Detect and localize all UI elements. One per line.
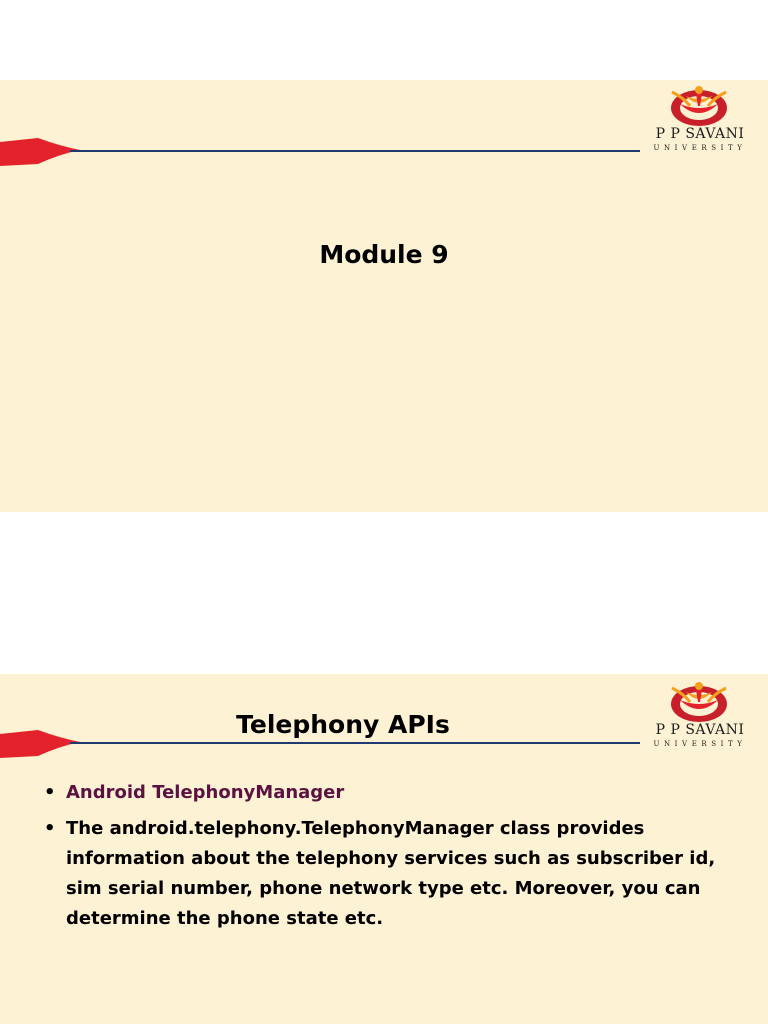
university-logo — [640, 678, 758, 764]
logo-university-name: P P SAVANI — [655, 126, 745, 142]
module-title: Module 9 — [319, 240, 449, 269]
logo-university-sub: UNIVERSITY — [653, 740, 747, 748]
pp-savani-emblem-icon — [666, 82, 732, 128]
bullet-list — [42, 778, 732, 940]
header-swoosh-line — [0, 132, 640, 172]
logo-university-name: P P SAVANI — [655, 722, 745, 738]
bullet-dot-icon: • — [44, 818, 56, 839]
bullet-text: Android TelephonyManager — [66, 782, 345, 803]
slide-module-title — [0, 80, 768, 512]
slide-title: Telephony APIs — [236, 710, 450, 739]
slide-telephony-apis — [0, 674, 768, 1024]
bullet-text: The android.telephony.TelephonyManager class provides information about the telephony services such as subscriber id, sim serial number, phone network type etc. Moreover, you can determine the phone state etc. — [66, 818, 716, 929]
bullet-dot-icon: • — [44, 782, 56, 803]
university-logo — [640, 82, 758, 168]
pp-savani-emblem-icon — [666, 678, 732, 724]
bullet-item — [42, 778, 732, 808]
bullet-item — [42, 814, 732, 934]
logo-university-sub: UNIVERSITY — [653, 144, 747, 152]
